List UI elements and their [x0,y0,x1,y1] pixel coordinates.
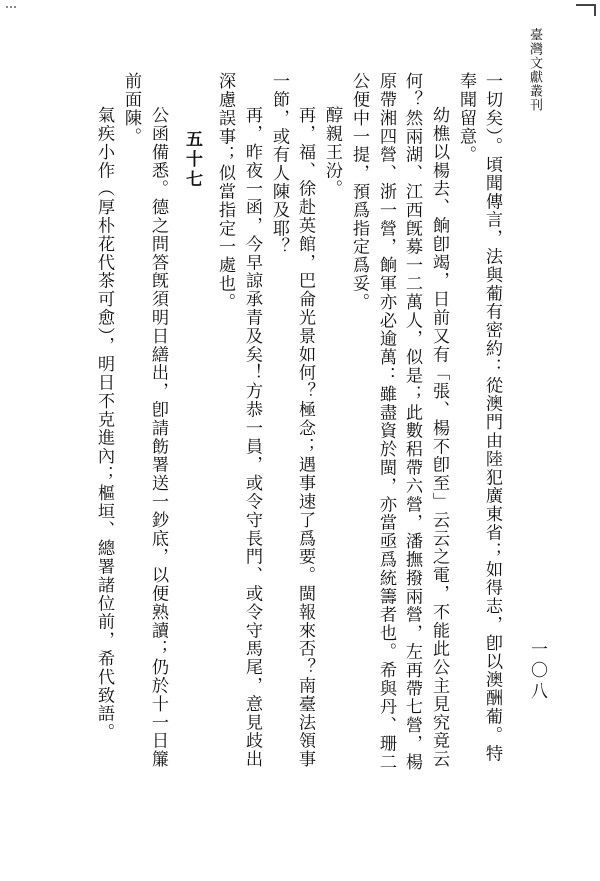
text-column: 原帶湘四營、浙一營，餉軍亦必逾萬：雖盡資於閩，亦當亟爲統籌者也。希與丹、珊二 [376,72,396,772]
section-heading: 五十七 [182,130,202,190]
running-header: 臺灣文獻叢刊 [527,28,542,112]
text-column: 再，昨夜一函，今早諒承青及矣！方恭一員，或令守長門、或令守馬尾，意見歧出 [242,106,262,769]
text-column: 氣疾小作（厚朴花代茶可愈），明日不克進內；樞垣、總署諸位前，希代致語。 [94,106,114,742]
text-column: 何？然兩湖、江西旣募一二萬人，似是；此數稆帶六營，潘撫撥兩營，左再帶七營，楊 [402,72,422,772]
text-column: 前面陳。 [121,72,141,146]
text-column: 醇親王汾。 [322,106,342,198]
text-column: 一節，或有人陳及耶？ [269,72,289,256]
text-column: 再，福、徐赴英館，巴侖光景如何？極念；遇事速了爲要。閩報來否？南臺法領事 [295,106,315,769]
text-column: 公便中一提，預爲指定爲妥。 [349,72,369,312]
text-column: 幼樵以楊去、餉卽竭，日前又有「張、楊不卽至」云云之電，不能此公主見究竟云 [429,106,449,769]
text-column: 深慮誤事；似當指定一處也。 [215,72,235,312]
text-column: 奉聞留意。 [456,72,476,164]
vertical-body-text [44,72,504,852]
text-column: 公函備悉。德之問答旣須明日繕出，卽請飭署送一鈔底，以便熟讀；仍於十一日簾 [148,106,168,769]
text-column: 一切矣）。頃聞傳言，法與葡有密約：從澳門由陸犯廣東省；如得志，卽以澳酬葡。特 [482,72,502,763]
scan-edge-dots [6,6,16,12]
page-number: 一〇八 [527,640,547,703]
scan-corner-mark [576,4,596,16]
